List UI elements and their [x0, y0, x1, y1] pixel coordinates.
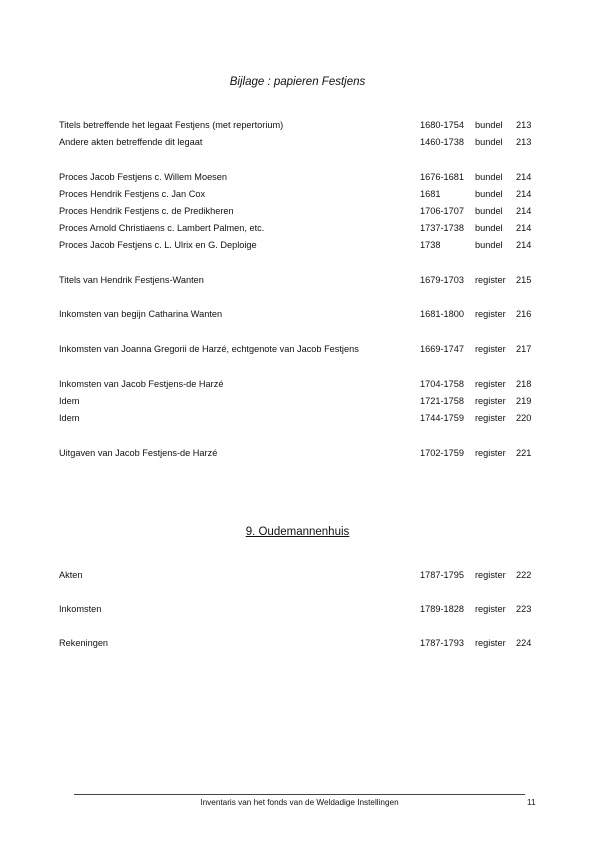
entry-type: bundel: [475, 240, 503, 250]
entry-type: bundel: [475, 206, 503, 216]
entry-type: register: [475, 275, 506, 285]
entry-row: [0, 239, 595, 251]
entry-row: [0, 603, 595, 615]
entry-title: Inkomsten van Jacob Festjens-de Harzé: [59, 379, 224, 389]
entry-type: bundel: [475, 120, 503, 130]
entry-title: Proces Jacob Festjens c. L. Ulrix en G. Deploige: [59, 240, 257, 250]
section-9-heading: 9. Oudemannenhuis: [245, 526, 350, 538]
entry-type: register: [475, 309, 506, 319]
entry-title: Proces Hendrik Festjens c. de Predikheren: [59, 206, 234, 216]
entry-type: register: [475, 413, 506, 423]
entry-dates: 1706-1707: [420, 206, 464, 216]
entry-dates: 1679-1703: [420, 275, 464, 285]
entry-row: [0, 412, 595, 424]
entry-row: [0, 205, 595, 217]
entry-number: 218: [516, 379, 532, 389]
entry-type: register: [475, 344, 506, 354]
entry-type: register: [475, 638, 506, 648]
entry-dates: 1460-1738: [420, 137, 464, 147]
entry-title: Titels van Hendrik Festjens-Wanten: [59, 275, 204, 285]
entry-number: 219: [516, 396, 532, 406]
entry-title: Proces Hendrik Festjens c. Jan Cox: [59, 189, 206, 199]
entry-type: register: [475, 396, 506, 406]
entry-dates: 1787-1795: [420, 570, 464, 580]
entry-row: [0, 569, 595, 581]
entry-number: 221: [516, 448, 532, 458]
entry-number: 215: [516, 275, 532, 285]
entry-dates: 1681-1800: [420, 309, 464, 319]
footer-divider: [74, 794, 525, 795]
entry-title: Andere akten betreffende dit legaat: [59, 137, 203, 147]
entry-dates: 1738: [420, 240, 441, 250]
entry-row: [0, 222, 595, 234]
entry-row: [0, 308, 595, 320]
entry-number: 214: [516, 172, 532, 182]
entry-number: 216: [516, 309, 532, 319]
entry-number: 214: [516, 189, 532, 199]
entry-type: bundel: [475, 189, 503, 199]
entry-title: Idem: [59, 396, 80, 406]
entry-number: 222: [516, 570, 532, 580]
entry-title: Inkomsten: [59, 604, 102, 614]
entry-row: [0, 136, 595, 148]
entry-row: [0, 378, 595, 390]
appendix-heading: Bijlage : papieren Festjens: [229, 76, 366, 88]
entry-row: [0, 343, 595, 355]
entry-dates: 1669-1747: [420, 344, 464, 354]
entry-number: 214: [516, 223, 532, 233]
entry-number: 214: [516, 240, 532, 250]
entry-type: bundel: [475, 223, 503, 233]
entry-title: Idem: [59, 413, 80, 423]
entry-row: [0, 447, 595, 459]
entry-title: Titels betreffende het legaat Festjens (met repertorium): [59, 120, 284, 130]
entry-title: Akten: [59, 570, 83, 580]
entry-number: 213: [516, 137, 532, 147]
entry-title: Proces Jacob Festjens c. Willem Moesen: [59, 172, 227, 182]
entry-dates: 1676-1681: [420, 172, 464, 182]
entry-dates: 1789-1828: [420, 604, 464, 614]
entry-title: Proces Arnold Christiaens c. Lambert Palmen, etc.: [59, 223, 265, 233]
entry-number: 214: [516, 206, 532, 216]
entry-row: [0, 637, 595, 649]
entry-type: register: [475, 379, 506, 389]
entry-number: 213: [516, 120, 532, 130]
entry-dates: 1744-1759: [420, 413, 464, 423]
entry-type: bundel: [475, 137, 503, 147]
entry-type: register: [475, 570, 506, 580]
entry-number: 220: [516, 413, 532, 423]
entry-dates: 1787-1793: [420, 638, 464, 648]
entry-dates: 1681: [420, 189, 441, 199]
entry-number: 217: [516, 344, 532, 354]
entry-title: Uitgaven van Jacob Festjens-de Harzé: [59, 448, 218, 458]
entry-dates: 1721-1758: [420, 396, 464, 406]
entry-type: register: [475, 604, 506, 614]
entry-title: Inkomsten van Joanna Gregorii de Harzé, echtgenote van Jacob Festjens: [59, 344, 359, 354]
page-number: 11: [527, 798, 536, 807]
entry-type: bundel: [475, 172, 503, 182]
entry-dates: 1737-1738: [420, 223, 464, 233]
entry-row: [0, 274, 595, 286]
entry-type: register: [475, 448, 506, 458]
entry-title: Inkomsten van begijn Catharina Wanten: [59, 309, 223, 319]
entry-dates: 1702-1759: [420, 448, 464, 458]
entry-dates: 1680-1754: [420, 120, 464, 130]
entry-row: [0, 171, 595, 183]
entry-title: Rekeningen: [59, 638, 109, 648]
entry-row: [0, 395, 595, 407]
entry-number: 223: [516, 604, 532, 614]
entry-dates: 1704-1758: [420, 379, 464, 389]
entry-row: [0, 119, 595, 131]
entry-row: [0, 188, 595, 200]
entry-number: 224: [516, 638, 532, 648]
footer-text: Inventaris van het fonds van de Weldadige Instellingen: [200, 798, 399, 807]
